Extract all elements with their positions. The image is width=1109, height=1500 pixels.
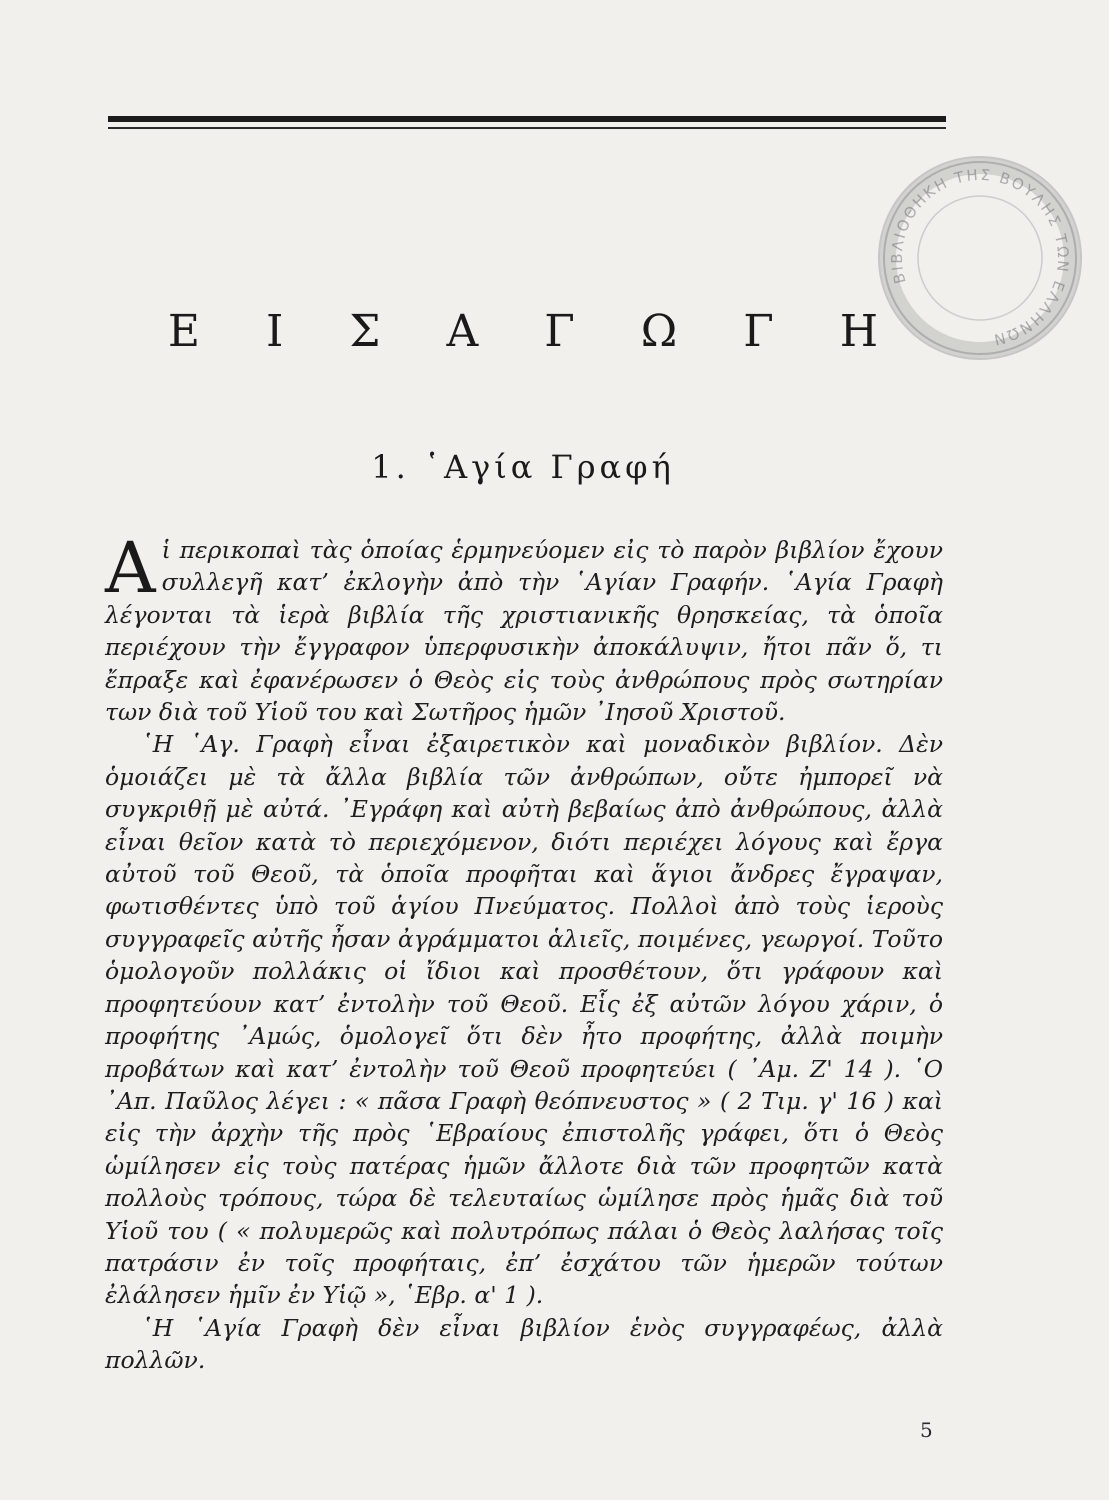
paragraph-1 <box>105 527 943 728</box>
header-rule-thick <box>108 116 946 122</box>
header-rule-thin <box>108 127 946 129</box>
library-stamp-text: ΒΙΒΛΙΟΘΗΚΗ ΤΗΣ ΒΟΥΛΗΣ ΤΩΝ ΕΛΛΗΝΩΝ <box>887 165 1073 350</box>
page-number: 5 <box>920 1418 933 1442</box>
drop-cap: Α <box>105 527 156 609</box>
body-text <box>105 527 943 1377</box>
chapter-title: Ε Ι Σ Α Γ Ω Γ Η <box>167 306 905 357</box>
paragraph-3: ῾Η ῾Αγία Γραφὴ δὲν εἶναι βιβλίον ἑνὸς συγγραφέως, ἀλλὰ πολλῶν. <box>105 1313 943 1375</box>
paragraph-1-text: ἱ περικοπαὶ τὰς ὁποίας ἑρμηνεύομεν εἰς τὸ παρὸν βιβλίον ἔχουν συλλεγῆ κατ’ ἐκλογὴν ἀπὸ τὴν ῾Αγίαν Γραφήν. ῾Αγία Γραφὴ λέγονται τὰ ἱερὰ βιβλία τῆς χριστιανικῆς θρησκείας, τὰ ὁποῖα περιέχουν τὴν ἔγγραφον ὑπερφυσικὴν ἀποκάλυψιν, ἤτοι πᾶν ὅ, τι ἔπραξε καὶ ἐφανέρωσεν ὁ Θεὸς εἰς τοὺς ἀνθρώπους πρὸς σωτηρίαν των διὰ τοῦ Υἱοῦ του καὶ Σωτῆρος ἡμῶν ᾿Ιησοῦ Χριστοῦ. <box>105 536 943 727</box>
section-heading: 1. ῾Αγία Γραφή <box>371 448 675 486</box>
paragraph-2: ῾Η ῾Αγ. Γραφὴ εἶναι ἐξαιρετικὸν καὶ μοναδικὸν βιβλίον. Δὲν ὁμοιάζει μὲ τὰ ἄλλα βιβλία τῶν ἀνθρώπων, οὔτε ἠμπορεῖ νὰ συγκριθῇ μὲ αὐτά. ᾿Εγράφη καὶ αὐτὴ βεβαίως ἀπὸ ἀνθρώπους, ἀλλὰ εἶναι θεῖον κατὰ τὸ περιεχόμενον, διότι περιέχει λόγους καὶ ἔργα αὐτοῦ τοῦ Θεοῦ, τὰ ὁποῖα προφῆται καὶ ἅγιοι ἄνδρες ἔγραψαν, φωτισθέντες ὑπὸ τοῦ ἁγίου Πνεύματος. Πολλοὶ ἀπὸ τοὺς ἱεροὺς συγγραφεῖς αὐτῆς ἦσαν ἀγράμματοι ἁλιεῖς, ποιμένες, γεωργοί. Τοῦτο ὁμολογοῦν πολλάκις οἱ ἴδιοι καὶ προσθέτουν, ὅτι γράφουν καὶ προφητεύουν κατ’ ἐντολὴν τοῦ Θεοῦ. Εἷς ἐξ αὐτῶν λόγου χάριν, ὁ προφήτης ᾿Αμώς, ὁμολογεῖ ὅτι δὲν ἦτο προφήτης, ἀλλὰ ποιμὴν προβάτων καὶ κατ’ ἐντολὴν τοῦ Θεοῦ προφητεύει ( ᾿Αμ. Ζ' 14 ). ῾Ο ᾿Απ. Παῦλος λέγει : « πᾶσα Γραφὴ θεόπνευστος » ( 2 Τιμ. γ' 16 ) καὶ εἰς τὴν ἀρχὴν τῆς πρὸς ῾Εβραίους ἐπιστολῆς γράφει, ὅτι ὁ Θεὸς ὡμίλησεν εἰς τοὺς πατέρας ἡμῶν ἄλλοτε διὰ τῶν προφητῶν κατὰ πολλοὺς τρόπους, τώρα δὲ τελευταίως ὡμίλησε πρὸς ἡμᾶς διὰ τοῦ Υἱοῦ του ( « πολυμερῶς καὶ πολυτρόπως πάλαι ὁ Θεὸς λαλήσας τοῖς πατράσιν ἐν τοῖς προφήταις, ἐπ’ ἐσχάτου τῶν ἡμερῶν τούτων ἐλάλησεν ἡμῖν ἐν Υἱῷ », ῾Εβρ. α' 1 ). <box>105 730 943 1310</box>
